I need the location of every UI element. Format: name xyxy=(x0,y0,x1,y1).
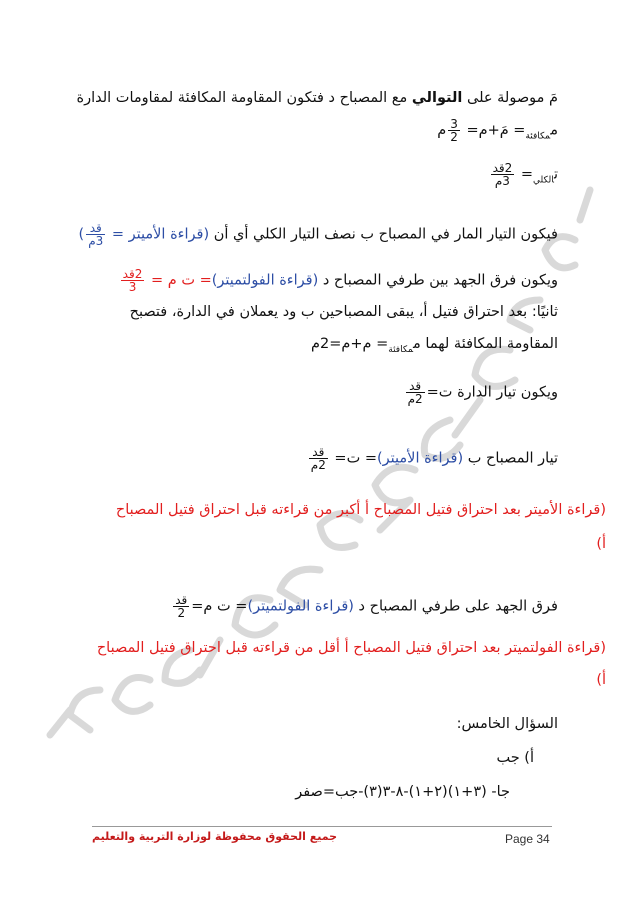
line-voltage-d: فرق الجهد على طرفي المصباح د (قراءة الفولتميتر)= ت م= $\frac{\text{قد}}{2}$ xyxy=(175,593,558,620)
line-ammeter-reading: فيكون التيار المار في المصباح ب نصف التيار الكلي أي أن (قراءة الأميتر = $\frac{\text{قد}}{\text{3م}}$ ) xyxy=(78,221,558,248)
note-ammeter-increase: (قراءة الأميتر بعد احتراق فتيل المصباح أ أكبر من قراءته قبل احتراق فتيل المصباح xyxy=(115,502,606,518)
line-second-case: ثانيًا: بعد احتراق فتيل أ، يبقى المصباحين ب ود يعملان في الدارة، فتصبح xyxy=(129,304,558,320)
footer-divider xyxy=(92,826,552,827)
line-total-current: ت$_{الكلي}$= $\frac{\text{2قد}}{\text{3م}}$ xyxy=(492,161,558,188)
fraction-voltage-d: $\frac{\text{قد}}{2}$ xyxy=(175,593,188,620)
fraction-3-2: $\frac{3}{2}$ xyxy=(450,117,458,144)
footer-copyright: جميع الحقوق محفوظة لوزارة التربية والتعليم xyxy=(92,830,338,843)
line-circuit-current: ويكون تيار الدارة ت= $\frac{\text{قد}}{\text{2م}}$ xyxy=(407,379,558,406)
line-series-resistance: مَ موصولة على التوالي مع المصباح د فتكون المقاومة المكافئة لمقاومات الدارة xyxy=(76,90,558,106)
fraction-ammeter: $\frac{\text{قد}}{\text{3م}}$ xyxy=(88,221,104,248)
note-voltmeter-decrease: (قراءة الفولتميتر بعد احتراق فتيل المصباح أ أقل من قراءته قبل احتراق فتيل المصباح xyxy=(96,640,606,656)
fraction-voltmeter: $\frac{\text{2قد}}{3}$ xyxy=(122,267,143,294)
line-equivalent-resistance-2: المقاومة المكافئة لهما م$_{مكافئة}$= م+م=2م xyxy=(311,336,558,355)
page-number: Page 34 xyxy=(505,832,550,846)
line-voltmeter-reading: ويكون فرق الجهد بين طرفي المصباح د (قراءة الفولتميتر)= ت م = $\frac{\text{2قد}}{3}$ xyxy=(122,267,558,294)
fraction-circuit-current: $\frac{\text{قد}}{\text{2م}}$ xyxy=(407,379,423,406)
note-ammeter-increase-end: أ) xyxy=(596,536,606,552)
question-five-equation: جا- (٣+١)(٢+١)-٨-٣(٣)-جب=صفر xyxy=(295,784,510,800)
line-equivalent-resistance: م$_{مكافئة}$= مَ+م= $\frac{3}{2}$ م xyxy=(437,117,558,144)
fraction-lamp-b: $\frac{\text{قد}}{\text{2م}}$ xyxy=(310,445,326,472)
question-five-part-a: أ) جب xyxy=(496,750,534,766)
note-voltmeter-decrease-end: أ) xyxy=(596,672,606,688)
fraction-total-current: $\frac{\text{2قد}}{\text{3م}}$ xyxy=(492,161,513,188)
question-five-heading: السؤال الخامس: xyxy=(456,716,558,732)
line-lamp-b-current: تيار المصباح ب (قراءة الأميتر)= ت= $\frac{\text{قد}}{\text{2م}}$ xyxy=(310,445,558,472)
